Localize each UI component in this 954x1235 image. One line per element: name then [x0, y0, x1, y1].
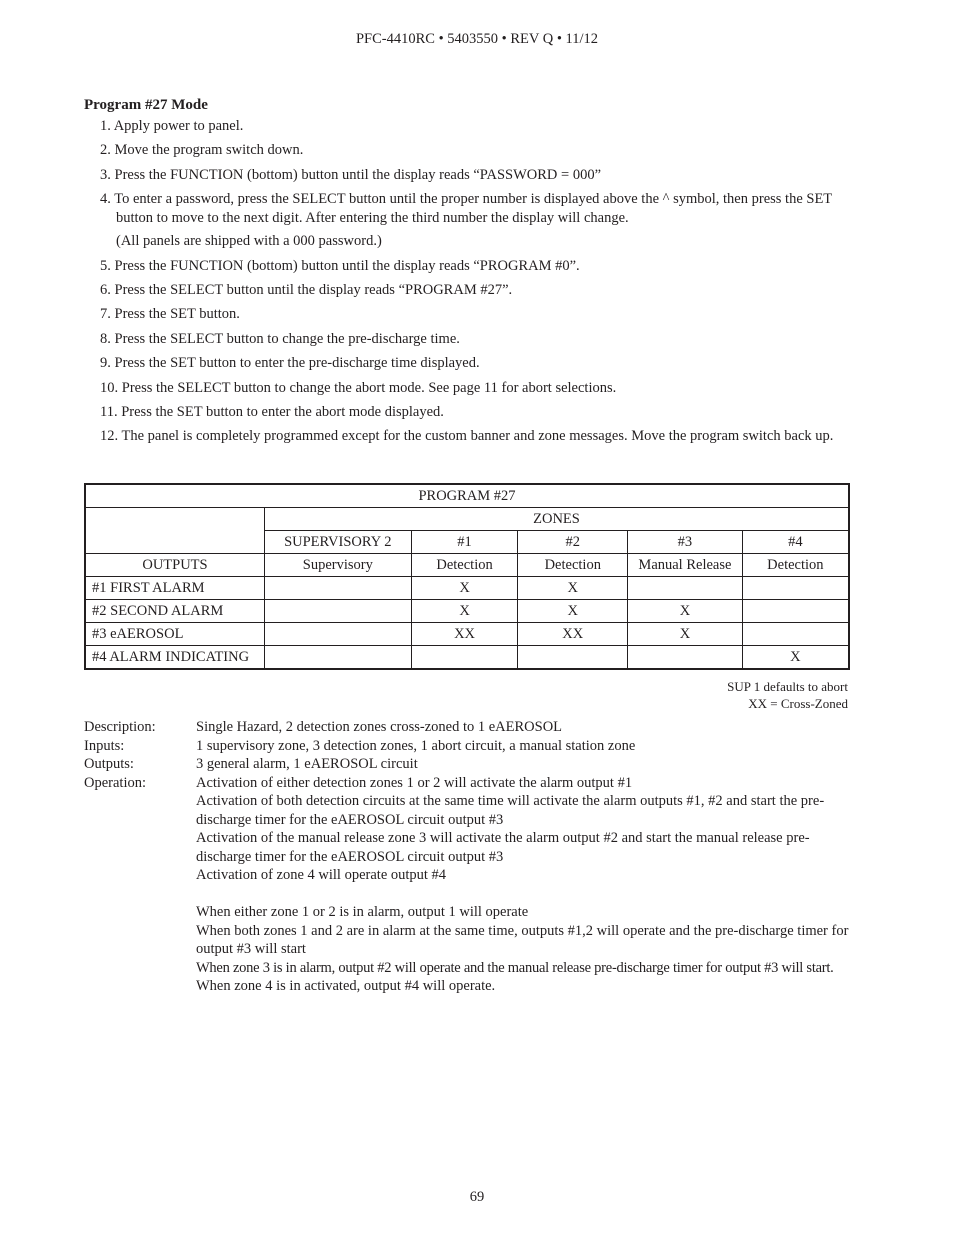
operation-line: When both zones 1 and 2 are in alarm at the same time, outputs #1,2 will operate and the pre-discharge timer for [196, 922, 849, 939]
table-cell [742, 623, 849, 646]
zone-type: Detection [518, 554, 628, 577]
outputs-label: OUTPUTS [85, 554, 264, 577]
table-cell [628, 646, 743, 670]
table-cell: X [628, 600, 743, 623]
operation-line: Activation of either detection zones 1 or 2 will activate the alarm output #1 [196, 774, 633, 791]
operation-line: Activation of the manual release zone 3 will activate the alarm output #2 and start the manual release pre- [196, 830, 810, 846]
step-item: 7. Press the SET button. [100, 306, 240, 323]
step-item: 5. Press the FUNCTION (bottom) button until the display reads “PROGRAM #0”. [100, 257, 580, 274]
output-label: #3 eAEROSOL [85, 623, 264, 646]
step-item: 6. Press the SELECT button until the display reads “PROGRAM #27”. [100, 281, 513, 298]
zone-header: SUPERVISORY 2 [264, 531, 411, 554]
table-cell: X [411, 600, 518, 623]
table-cell [264, 623, 411, 646]
table-row [85, 577, 849, 600]
step-item: 9. Press the SET button to enter the pre-discharge time displayed. [100, 355, 480, 372]
table-cell [518, 646, 628, 670]
table-cell [742, 600, 849, 623]
table-corner [85, 508, 264, 554]
operation-spacer [196, 885, 904, 904]
outputs-row [84, 755, 904, 774]
table-row [85, 646, 849, 670]
output-label: #1 FIRST ALARM [85, 577, 264, 600]
outputs-value: 3 general alarm, 1 eAEROSOL circuit [196, 756, 418, 772]
zone-header: #3 [628, 531, 743, 554]
zone-header: #1 [411, 531, 518, 554]
table-footnotes [727, 678, 848, 712]
description-value: Single Hazard, 2 detection zones cross-zoned to 1 eAEROSOL [196, 719, 563, 735]
operation-line: When either zone 1 or 2 is in alarm, output 1 will operate [196, 904, 529, 920]
table-title: PROGRAM #27 [85, 484, 849, 508]
zone-type: Detection [411, 554, 518, 577]
zone-header: #2 [518, 531, 628, 554]
inputs-row [84, 737, 904, 756]
table-cell: XX [411, 623, 518, 646]
page-number: 69 [469, 1189, 485, 1205]
table-cell [411, 646, 518, 670]
zone-type: Detection [742, 554, 849, 577]
inputs-label: Inputs: [84, 737, 125, 754]
table-row [85, 600, 849, 623]
operation-line: output #3 will start [196, 941, 306, 957]
step-item: 8. Press the SELECT button to change the pre-discharge time. [100, 330, 460, 347]
table-cell: X [411, 577, 518, 600]
operation-row [84, 774, 904, 996]
table-cell [264, 646, 411, 670]
table-cell [264, 577, 411, 600]
page-header: PFC-4410RC • 5403550 • REV Q • 11/12 [355, 31, 599, 47]
table-row [85, 623, 849, 646]
step-note: (All panels are shipped with a 000 password.) [116, 233, 382, 250]
steps-list [100, 117, 900, 452]
step-item: 4. To enter a password, press the SELECT button until the proper number is displayed above the ^ symbol, then press the SET button to move to the next digit. After entering the third number the display will change. [100, 191, 833, 227]
table-cell: X [628, 623, 743, 646]
output-label: #2 SECOND ALARM [85, 600, 264, 623]
program-table [84, 483, 850, 670]
description-label: Description: [84, 719, 156, 735]
description-block [84, 718, 904, 996]
operation-line: When zone 4 is in activated, output #4 will operate. [196, 978, 496, 994]
table-cell [742, 577, 849, 600]
output-label: #4 ALARM INDICATING [85, 646, 264, 670]
operation-line: Activation of both detection circuits at the same time will activate the alarm outputs #1, #2 and start the pre- [196, 793, 825, 809]
step-item: 10. Press the SELECT button to change the abort mode. See page 11 for abort selections. [100, 379, 617, 396]
outputs-label: Outputs: [84, 756, 134, 772]
table-cell: X [742, 646, 849, 670]
table-cell: X [518, 577, 628, 600]
operation-line: discharge timer for the eAEROSOL circuit output #3 [196, 811, 504, 828]
zone-type: Supervisory [264, 554, 411, 577]
zone-type: Manual Release [628, 554, 743, 577]
table-cell [628, 577, 743, 600]
description-row [84, 718, 904, 737]
table-cell [264, 600, 411, 623]
table-cell: XX [518, 623, 628, 646]
step-item: 1. Apply power to panel. [100, 118, 244, 134]
step-item: 11. Press the SET button to enter the abort mode displayed. [100, 403, 444, 420]
footnote: SUP 1 defaults to abort [727, 679, 848, 694]
zone-header: #4 [742, 531, 849, 554]
section-title: Program #27 Mode [84, 97, 208, 113]
zone-type-row [85, 554, 849, 577]
step-item: 2. Move the program switch down. [100, 142, 304, 159]
inputs-value: 1 supervisory zone, 3 detection zones, 1 abort circuit, a manual station zone [196, 737, 636, 754]
table-cell: X [518, 600, 628, 623]
zones-header: ZONES [264, 508, 849, 531]
step-item: 12. The panel is completely programmed except for the custom banner and zone messages. Move the program switch back up. [100, 428, 834, 445]
operation-line: When zone 3 is in alarm, output #2 will operate and the manual release pre-discharge timer for output #3 will start. [196, 959, 834, 976]
operation-label: Operation: [84, 774, 147, 791]
operation-line: Activation of zone 4 will operate output #4 [196, 867, 447, 883]
operation-line: discharge timer for the eAEROSOL circuit output #3 [196, 848, 504, 865]
footnote: XX = Cross-Zoned [748, 696, 848, 711]
step-item: 3. Press the FUNCTION (bottom) button until the display reads “PASSWORD = 000” [100, 166, 602, 183]
operation-value [196, 774, 904, 996]
